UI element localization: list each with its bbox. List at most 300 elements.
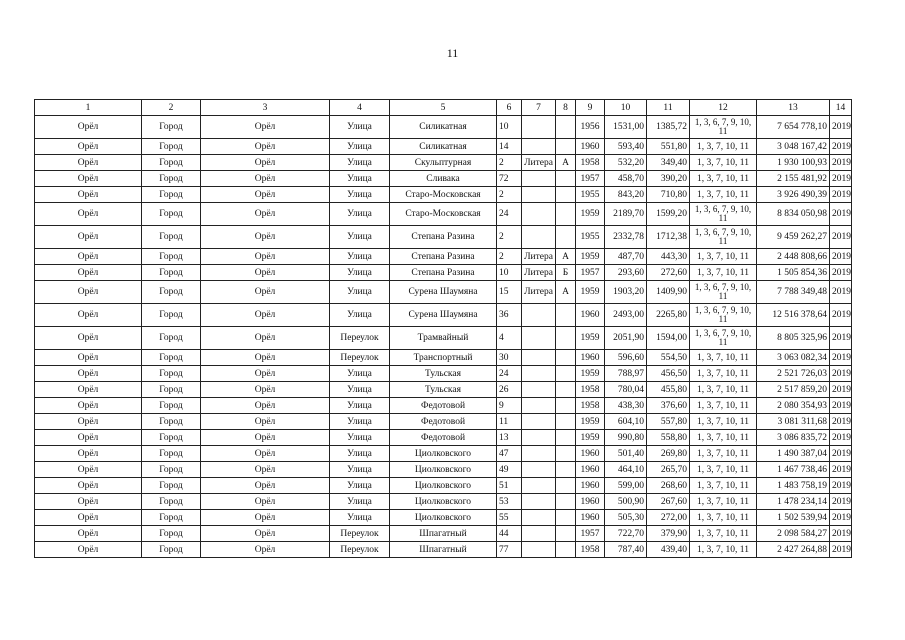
cell-street-type: Переулок bbox=[330, 350, 390, 366]
cell-work-types: 1, 3, 7, 10, 11 bbox=[690, 446, 757, 462]
cell-street-name: Циолковского bbox=[390, 462, 497, 478]
column-header-14: 14 bbox=[830, 100, 852, 116]
cell-building-letter-label bbox=[522, 139, 556, 155]
cell-house-number: 51 bbox=[497, 478, 522, 494]
cell-settlement-type: Город bbox=[142, 171, 201, 187]
cell-building-letter-label bbox=[522, 350, 556, 366]
column-header-1: 1 bbox=[35, 100, 142, 116]
cell-building-letter-label: Литера bbox=[522, 249, 556, 265]
cell-total-area: 599,00 bbox=[605, 478, 647, 494]
cell-street-type: Улица bbox=[330, 462, 390, 478]
cell-cost: 1 467 738,46 bbox=[757, 462, 830, 478]
cell-street-name: Степана Разина bbox=[390, 265, 497, 281]
cell-year-built: 1956 bbox=[576, 116, 605, 139]
cell-work-types: 1, 3, 7, 10, 11 bbox=[690, 398, 757, 414]
cell-work-types: 1, 3, 6, 7, 9, 10, 11 bbox=[690, 327, 757, 350]
cell-street-type: Улица bbox=[330, 249, 390, 265]
cell-total-area: 487,70 bbox=[605, 249, 647, 265]
cell-house-number: 55 bbox=[497, 510, 522, 526]
cell-street-name: Шпагатный bbox=[390, 526, 497, 542]
cell-building-letter-label bbox=[522, 414, 556, 430]
cell-locality: Орёл bbox=[201, 446, 330, 462]
cell-work-types: 1, 3, 7, 10, 11 bbox=[690, 478, 757, 494]
cell-building-letter bbox=[556, 430, 576, 446]
cell-cost: 2 427 264,88 bbox=[757, 542, 830, 558]
table-row bbox=[35, 382, 852, 398]
cell-locality: Орёл bbox=[201, 304, 330, 327]
table-row bbox=[35, 249, 852, 265]
cell-total-area: 2332,78 bbox=[605, 226, 647, 249]
cell-building-letter bbox=[556, 187, 576, 203]
cell-year-planned: 2019 bbox=[830, 116, 852, 139]
cell-settlement-type: Город bbox=[142, 155, 201, 171]
cell-building-letter-label bbox=[522, 304, 556, 327]
table-row bbox=[35, 542, 852, 558]
cell-building-letter-label bbox=[522, 478, 556, 494]
cell-street-type: Улица bbox=[330, 510, 390, 526]
cell-settlement: Орёл bbox=[35, 187, 142, 203]
cell-settlement-type: Город bbox=[142, 203, 201, 226]
cell-street-name: Федотовой bbox=[390, 414, 497, 430]
cell-year-planned: 2019 bbox=[830, 187, 852, 203]
cell-building-letter: А bbox=[556, 155, 576, 171]
cell-living-area: 269,80 bbox=[647, 446, 690, 462]
cell-building-letter bbox=[556, 139, 576, 155]
table-row bbox=[35, 139, 852, 155]
table-row bbox=[35, 446, 852, 462]
cell-settlement: Орёл bbox=[35, 139, 142, 155]
cell-living-area: 1409,90 bbox=[647, 281, 690, 304]
cell-settlement-type: Город bbox=[142, 187, 201, 203]
cell-year-planned: 2019 bbox=[830, 414, 852, 430]
cell-cost: 3 926 490,39 bbox=[757, 187, 830, 203]
cell-settlement: Орёл bbox=[35, 430, 142, 446]
cell-building-letter bbox=[556, 542, 576, 558]
cell-street-type: Улица bbox=[330, 382, 390, 398]
cell-total-area: 464,10 bbox=[605, 462, 647, 478]
cell-year-built: 1960 bbox=[576, 462, 605, 478]
table-row bbox=[35, 304, 852, 327]
cell-building-letter-label bbox=[522, 327, 556, 350]
cell-settlement: Орёл bbox=[35, 304, 142, 327]
cell-work-types: 1, 3, 7, 10, 11 bbox=[690, 249, 757, 265]
cell-street-type: Улица bbox=[330, 281, 390, 304]
cell-building-letter bbox=[556, 304, 576, 327]
cell-year-planned: 2019 bbox=[830, 203, 852, 226]
cell-year-planned: 2019 bbox=[830, 462, 852, 478]
cell-work-types: 1, 3, 7, 10, 11 bbox=[690, 510, 757, 526]
cell-house-number: 72 bbox=[497, 171, 522, 187]
table-row bbox=[35, 155, 852, 171]
cell-total-area: 500,90 bbox=[605, 494, 647, 510]
cell-street-type: Улица bbox=[330, 366, 390, 382]
cell-living-area: 1594,00 bbox=[647, 327, 690, 350]
cell-year-built: 1960 bbox=[576, 139, 605, 155]
cell-street-type: Улица bbox=[330, 430, 390, 446]
cell-year-built: 1958 bbox=[576, 155, 605, 171]
cell-settlement: Орёл bbox=[35, 446, 142, 462]
cell-living-area: 379,90 bbox=[647, 526, 690, 542]
cell-year-planned: 2019 bbox=[830, 350, 852, 366]
cell-house-number: 30 bbox=[497, 350, 522, 366]
cell-street-name: Силикатная bbox=[390, 116, 497, 139]
cell-cost: 2 448 808,66 bbox=[757, 249, 830, 265]
cell-house-number: 9 bbox=[497, 398, 522, 414]
cell-year-planned: 2019 bbox=[830, 366, 852, 382]
cell-building-letter bbox=[556, 510, 576, 526]
cell-settlement: Орёл bbox=[35, 265, 142, 281]
cell-cost: 2 098 584,27 bbox=[757, 526, 830, 542]
cell-living-area: 551,80 bbox=[647, 139, 690, 155]
table-row bbox=[35, 366, 852, 382]
cell-total-area: 722,70 bbox=[605, 526, 647, 542]
cell-street-name: Сурена Шаумяна bbox=[390, 281, 497, 304]
column-header-6: 6 bbox=[497, 100, 522, 116]
cell-living-area: 443,30 bbox=[647, 249, 690, 265]
cell-settlement-type: Город bbox=[142, 478, 201, 494]
cell-cost: 8 834 050,98 bbox=[757, 203, 830, 226]
cell-building-letter bbox=[556, 462, 576, 478]
cell-cost: 1 930 100,93 bbox=[757, 155, 830, 171]
cell-year-planned: 2019 bbox=[830, 382, 852, 398]
cell-settlement-type: Город bbox=[142, 542, 201, 558]
cell-total-area: 596,60 bbox=[605, 350, 647, 366]
cell-building-letter-label bbox=[522, 462, 556, 478]
cell-locality: Орёл bbox=[201, 281, 330, 304]
cell-house-number: 2 bbox=[497, 155, 522, 171]
cell-street-type: Улица bbox=[330, 187, 390, 203]
cell-total-area: 1531,00 bbox=[605, 116, 647, 139]
page-number: 11 bbox=[446, 46, 459, 60]
cell-street-type: Улица bbox=[330, 304, 390, 327]
table-header-row bbox=[35, 100, 852, 116]
cell-house-number: 77 bbox=[497, 542, 522, 558]
table-row bbox=[35, 350, 852, 366]
cell-year-planned: 2019 bbox=[830, 542, 852, 558]
cell-settlement-type: Город bbox=[142, 494, 201, 510]
cell-street-type: Улица bbox=[330, 446, 390, 462]
table-row bbox=[35, 281, 852, 304]
cell-settlement: Орёл bbox=[35, 350, 142, 366]
column-header-10: 10 bbox=[605, 100, 647, 116]
column-header-7: 7 bbox=[522, 100, 556, 116]
column-header-13: 13 bbox=[757, 100, 830, 116]
cell-street-name: Сливака bbox=[390, 171, 497, 187]
table-row bbox=[35, 203, 852, 226]
cell-settlement-type: Город bbox=[142, 366, 201, 382]
cell-total-area: 438,30 bbox=[605, 398, 647, 414]
cell-year-built: 1959 bbox=[576, 249, 605, 265]
cell-year-planned: 2019 bbox=[830, 226, 852, 249]
cell-total-area: 1903,20 bbox=[605, 281, 647, 304]
cell-building-letter bbox=[556, 350, 576, 366]
column-header-2: 2 bbox=[142, 100, 201, 116]
cell-cost: 12 516 378,64 bbox=[757, 304, 830, 327]
cell-settlement: Орёл bbox=[35, 414, 142, 430]
cell-locality: Орёл bbox=[201, 414, 330, 430]
cell-living-area: 265,70 bbox=[647, 462, 690, 478]
cell-house-number: 44 bbox=[497, 526, 522, 542]
cell-building-letter bbox=[556, 382, 576, 398]
cell-year-built: 1960 bbox=[576, 478, 605, 494]
cell-street-type: Улица bbox=[330, 398, 390, 414]
cell-settlement-type: Город bbox=[142, 446, 201, 462]
cell-house-number: 47 bbox=[497, 446, 522, 462]
cell-work-types: 1, 3, 7, 10, 11 bbox=[690, 414, 757, 430]
cell-locality: Орёл bbox=[201, 542, 330, 558]
cell-year-built: 1955 bbox=[576, 226, 605, 249]
cell-year-planned: 2019 bbox=[830, 494, 852, 510]
table-row bbox=[35, 171, 852, 187]
cell-year-built: 1957 bbox=[576, 526, 605, 542]
cell-building-letter-label bbox=[522, 366, 556, 382]
cell-work-types: 1, 3, 7, 10, 11 bbox=[690, 139, 757, 155]
cell-year-built: 1960 bbox=[576, 510, 605, 526]
cell-work-types: 1, 3, 7, 10, 11 bbox=[690, 494, 757, 510]
cell-cost: 1 478 234,14 bbox=[757, 494, 830, 510]
housing-register-table bbox=[34, 99, 852, 558]
cell-building-letter-label bbox=[522, 446, 556, 462]
cell-settlement-type: Город bbox=[142, 462, 201, 478]
cell-locality: Орёл bbox=[201, 510, 330, 526]
cell-living-area: 558,80 bbox=[647, 430, 690, 446]
cell-settlement-type: Город bbox=[142, 398, 201, 414]
cell-street-type: Улица bbox=[330, 478, 390, 494]
cell-building-letter-label bbox=[522, 226, 556, 249]
cell-street-type: Улица bbox=[330, 494, 390, 510]
cell-street-name: Старо-Московская bbox=[390, 187, 497, 203]
table-row bbox=[35, 430, 852, 446]
cell-street-name: Циолковского bbox=[390, 510, 497, 526]
column-header-4: 4 bbox=[330, 100, 390, 116]
cell-building-letter-label bbox=[522, 398, 556, 414]
cell-building-letter: А bbox=[556, 249, 576, 265]
cell-total-area: 532,20 bbox=[605, 155, 647, 171]
cell-cost: 2 521 726,03 bbox=[757, 366, 830, 382]
cell-total-area: 780,04 bbox=[605, 382, 647, 398]
cell-year-built: 1957 bbox=[576, 171, 605, 187]
cell-street-name: Скульптурная bbox=[390, 155, 497, 171]
cell-settlement: Орёл bbox=[35, 398, 142, 414]
cell-building-letter: А bbox=[556, 281, 576, 304]
cell-house-number: 14 bbox=[497, 139, 522, 155]
cell-year-planned: 2019 bbox=[830, 430, 852, 446]
cell-street-name: Циолковского bbox=[390, 494, 497, 510]
cell-settlement-type: Город bbox=[142, 526, 201, 542]
cell-year-built: 1960 bbox=[576, 446, 605, 462]
cell-locality: Орёл bbox=[201, 366, 330, 382]
column-header-11: 11 bbox=[647, 100, 690, 116]
table-row bbox=[35, 116, 852, 139]
cell-year-built: 1960 bbox=[576, 494, 605, 510]
cell-year-built: 1955 bbox=[576, 187, 605, 203]
cell-year-built: 1959 bbox=[576, 327, 605, 350]
cell-year-planned: 2019 bbox=[830, 139, 852, 155]
cell-building-letter-label bbox=[522, 116, 556, 139]
cell-locality: Орёл bbox=[201, 350, 330, 366]
cell-living-area: 267,60 bbox=[647, 494, 690, 510]
cell-building-letter bbox=[556, 526, 576, 542]
cell-street-type: Переулок bbox=[330, 542, 390, 558]
cell-living-area: 710,80 bbox=[647, 187, 690, 203]
cell-building-letter-label bbox=[522, 382, 556, 398]
cell-building-letter bbox=[556, 398, 576, 414]
cell-settlement-type: Город bbox=[142, 116, 201, 139]
cell-year-planned: 2019 bbox=[830, 526, 852, 542]
cell-locality: Орёл bbox=[201, 203, 330, 226]
cell-living-area: 554,50 bbox=[647, 350, 690, 366]
cell-living-area: 376,60 bbox=[647, 398, 690, 414]
cell-street-type: Переулок bbox=[330, 327, 390, 350]
cell-cost: 3 048 167,42 bbox=[757, 139, 830, 155]
cell-building-letter-label bbox=[522, 542, 556, 558]
cell-settlement-type: Город bbox=[142, 304, 201, 327]
cell-house-number: 10 bbox=[497, 116, 522, 139]
column-header-12: 12 bbox=[690, 100, 757, 116]
cell-building-letter-label bbox=[522, 171, 556, 187]
cell-living-area: 439,40 bbox=[647, 542, 690, 558]
cell-building-letter-label bbox=[522, 526, 556, 542]
cell-building-letter bbox=[556, 116, 576, 139]
cell-locality: Орёл bbox=[201, 116, 330, 139]
table-row bbox=[35, 265, 852, 281]
cell-house-number: 15 bbox=[497, 281, 522, 304]
cell-settlement: Орёл bbox=[35, 155, 142, 171]
cell-work-types: 1, 3, 7, 10, 11 bbox=[690, 542, 757, 558]
cell-total-area: 2051,90 bbox=[605, 327, 647, 350]
cell-building-letter bbox=[556, 494, 576, 510]
cell-street-name: Шпагатный bbox=[390, 542, 497, 558]
cell-total-area: 293,60 bbox=[605, 265, 647, 281]
cell-locality: Орёл bbox=[201, 494, 330, 510]
cell-work-types: 1, 3, 7, 10, 11 bbox=[690, 462, 757, 478]
cell-street-name: Степана Разина bbox=[390, 226, 497, 249]
cell-year-planned: 2019 bbox=[830, 510, 852, 526]
cell-living-area: 1712,38 bbox=[647, 226, 690, 249]
cell-building-letter bbox=[556, 171, 576, 187]
cell-total-area: 505,30 bbox=[605, 510, 647, 526]
cell-locality: Орёл bbox=[201, 478, 330, 494]
cell-street-type: Улица bbox=[330, 139, 390, 155]
cell-settlement: Орёл bbox=[35, 249, 142, 265]
cell-building-letter bbox=[556, 327, 576, 350]
cell-living-area: 1385,72 bbox=[647, 116, 690, 139]
cell-locality: Орёл bbox=[201, 187, 330, 203]
cell-work-types: 1, 3, 7, 10, 11 bbox=[690, 350, 757, 366]
cell-building-letter-label: Литера bbox=[522, 155, 556, 171]
table-row bbox=[35, 462, 852, 478]
cell-locality: Орёл bbox=[201, 526, 330, 542]
cell-cost: 3 063 082,34 bbox=[757, 350, 830, 366]
cell-total-area: 788,97 bbox=[605, 366, 647, 382]
cell-settlement-type: Город bbox=[142, 510, 201, 526]
cell-cost: 1 490 387,04 bbox=[757, 446, 830, 462]
cell-living-area: 268,60 bbox=[647, 478, 690, 494]
cell-house-number: 36 bbox=[497, 304, 522, 327]
cell-house-number: 26 bbox=[497, 382, 522, 398]
cell-settlement-type: Город bbox=[142, 327, 201, 350]
cell-street-name: Тульская bbox=[390, 366, 497, 382]
cell-cost: 3 081 311,68 bbox=[757, 414, 830, 430]
cell-settlement: Орёл bbox=[35, 366, 142, 382]
cell-street-name: Циолковского bbox=[390, 478, 497, 494]
table-row bbox=[35, 398, 852, 414]
cell-cost: 1 505 854,36 bbox=[757, 265, 830, 281]
cell-work-types: 1, 3, 7, 10, 11 bbox=[690, 187, 757, 203]
cell-work-types: 1, 3, 6, 7, 9, 10, 11 bbox=[690, 116, 757, 139]
cell-settlement-type: Город bbox=[142, 430, 201, 446]
cell-total-area: 604,10 bbox=[605, 414, 647, 430]
cell-work-types: 1, 3, 7, 10, 11 bbox=[690, 155, 757, 171]
cell-house-number: 4 bbox=[497, 327, 522, 350]
cell-year-planned: 2019 bbox=[830, 478, 852, 494]
cell-year-planned: 2019 bbox=[830, 446, 852, 462]
cell-settlement: Орёл bbox=[35, 494, 142, 510]
table-body bbox=[35, 116, 852, 558]
cell-year-built: 1959 bbox=[576, 281, 605, 304]
cell-house-number: 2 bbox=[497, 187, 522, 203]
cell-work-types: 1, 3, 6, 7, 9, 10, 11 bbox=[690, 226, 757, 249]
table-row bbox=[35, 187, 852, 203]
cell-total-area: 501,40 bbox=[605, 446, 647, 462]
cell-building-letter bbox=[556, 414, 576, 430]
cell-building-letter bbox=[556, 226, 576, 249]
cell-locality: Орёл bbox=[201, 265, 330, 281]
cell-street-type: Переулок bbox=[330, 526, 390, 542]
cell-building-letter: Б bbox=[556, 265, 576, 281]
cell-year-built: 1959 bbox=[576, 203, 605, 226]
cell-building-letter bbox=[556, 446, 576, 462]
cell-settlement-type: Город bbox=[142, 414, 201, 430]
cell-living-area: 349,40 bbox=[647, 155, 690, 171]
column-header-9: 9 bbox=[576, 100, 605, 116]
cell-living-area: 272,60 bbox=[647, 265, 690, 281]
cell-building-letter-label: Литера bbox=[522, 281, 556, 304]
cell-street-name: Сурена Шаумяна bbox=[390, 304, 497, 327]
cell-cost: 8 805 325,96 bbox=[757, 327, 830, 350]
cell-street-name: Старо-Московская bbox=[390, 203, 497, 226]
cell-living-area: 456,50 bbox=[647, 366, 690, 382]
cell-work-types: 1, 3, 7, 10, 11 bbox=[690, 366, 757, 382]
table-row bbox=[35, 327, 852, 350]
cell-settlement: Орёл bbox=[35, 327, 142, 350]
cell-settlement-type: Город bbox=[142, 139, 201, 155]
cell-street-name: Транспортный bbox=[390, 350, 497, 366]
column-header-3: 3 bbox=[201, 100, 330, 116]
cell-settlement-type: Город bbox=[142, 350, 201, 366]
cell-work-types: 1, 3, 7, 10, 11 bbox=[690, 526, 757, 542]
cell-cost: 1 502 539,94 bbox=[757, 510, 830, 526]
cell-year-planned: 2019 bbox=[830, 265, 852, 281]
table-row bbox=[35, 494, 852, 510]
cell-year-built: 1959 bbox=[576, 430, 605, 446]
cell-street-name: Тульская bbox=[390, 382, 497, 398]
cell-cost: 2 517 859,20 bbox=[757, 382, 830, 398]
cell-living-area: 2265,80 bbox=[647, 304, 690, 327]
cell-house-number: 13 bbox=[497, 430, 522, 446]
cell-house-number: 49 bbox=[497, 462, 522, 478]
cell-settlement: Орёл bbox=[35, 116, 142, 139]
cell-living-area: 455,80 bbox=[647, 382, 690, 398]
cell-cost: 1 483 758,19 bbox=[757, 478, 830, 494]
table-row bbox=[35, 510, 852, 526]
cell-cost: 2 155 481,92 bbox=[757, 171, 830, 187]
table-row bbox=[35, 526, 852, 542]
cell-cost: 7 654 778,10 bbox=[757, 116, 830, 139]
cell-settlement: Орёл bbox=[35, 171, 142, 187]
cell-year-built: 1960 bbox=[576, 350, 605, 366]
cell-total-area: 593,40 bbox=[605, 139, 647, 155]
